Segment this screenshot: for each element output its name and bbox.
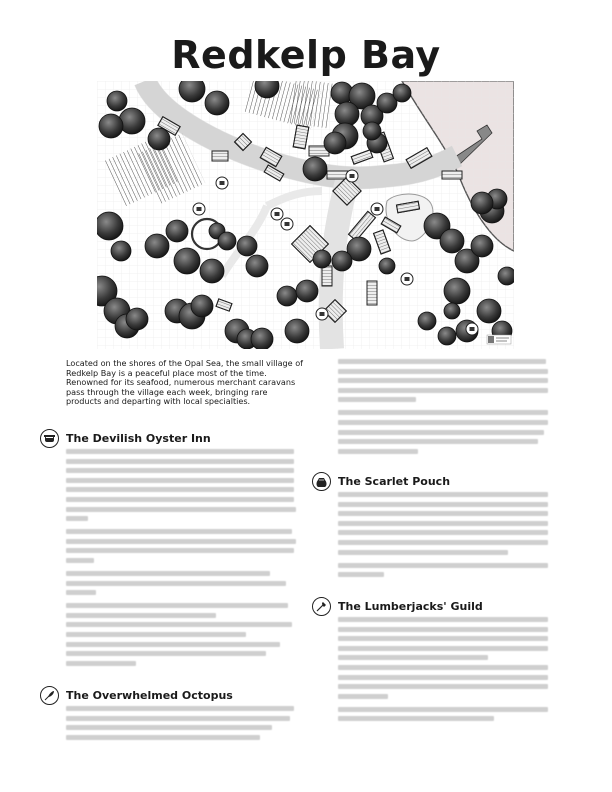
tree	[296, 280, 318, 302]
publisher-logo-icon	[487, 335, 511, 344]
axe-icon	[312, 597, 331, 616]
tree	[324, 132, 346, 154]
tree	[332, 251, 352, 271]
marker-glyph	[470, 327, 475, 331]
intro-paragraph: Located on the shores of the Opal Sea, the small village of Redkelp Bay is a peaceful place most of the time. Renowned for its seafood, numerous merchant caravans pass through the village each week, bringing rare products and departing with local specialties.	[66, 358, 304, 407]
tree	[251, 328, 273, 349]
marker-glyph	[405, 277, 410, 281]
building	[212, 151, 228, 161]
tree	[97, 212, 123, 240]
tree	[438, 327, 456, 345]
building	[367, 281, 377, 305]
tree	[444, 278, 470, 304]
village-map	[97, 81, 514, 349]
blurred-paragraph	[338, 563, 552, 578]
page-title: Redkelp Bay	[171, 33, 441, 77]
tree	[166, 220, 188, 242]
tree	[218, 232, 236, 250]
tree	[471, 192, 493, 214]
tree	[285, 319, 309, 343]
marker-glyph	[220, 181, 225, 185]
tree	[200, 259, 224, 283]
tree	[119, 108, 145, 134]
building	[322, 266, 332, 286]
tree	[111, 241, 131, 261]
blurred-paragraph	[338, 359, 552, 402]
blurred-paragraph	[66, 571, 308, 595]
blurred-paragraph	[66, 603, 308, 666]
blurred-paragraph	[338, 410, 552, 453]
tree	[303, 157, 327, 181]
tree	[444, 303, 460, 319]
tree	[471, 235, 493, 257]
blurred-paragraph	[338, 492, 552, 555]
pouch-icon	[312, 472, 331, 491]
marker-glyph	[197, 207, 202, 211]
tree	[440, 229, 464, 253]
marker-glyph	[320, 312, 325, 316]
blurred-paragraph	[338, 707, 552, 722]
section-title: The Scarlet Pouch	[338, 474, 451, 488]
blurred-paragraph	[66, 706, 308, 740]
section-overwhelmed-octopus	[40, 684, 308, 748]
crop-field	[289, 81, 335, 129]
tree	[335, 102, 359, 126]
section-continuation	[312, 359, 552, 462]
section-title: The Devilish Oyster Inn	[66, 431, 211, 445]
tree	[191, 295, 213, 317]
building	[442, 171, 462, 179]
quill-icon	[40, 686, 59, 705]
tree	[237, 236, 257, 256]
tree	[145, 234, 169, 258]
section-title: The Overwhelmed Octopus	[66, 688, 233, 702]
tree	[363, 122, 381, 140]
section-lumberjacks-guild	[312, 595, 552, 729]
tree	[418, 312, 436, 330]
tree	[174, 248, 200, 274]
tree	[246, 255, 268, 277]
tree	[313, 250, 331, 268]
tree	[393, 84, 411, 102]
tree	[126, 308, 148, 330]
tree	[148, 128, 170, 150]
marker-glyph	[350, 174, 355, 178]
marker-glyph	[285, 222, 290, 226]
tree	[99, 114, 123, 138]
blurred-paragraph	[66, 449, 308, 521]
section-title: The Lumberjacks' Guild	[338, 599, 483, 613]
tree	[277, 286, 297, 306]
tree	[107, 91, 127, 111]
tree	[379, 258, 395, 274]
blurred-paragraph	[338, 617, 552, 699]
section-devilish-oyster-inn	[40, 427, 308, 674]
tree	[498, 267, 514, 285]
tree	[205, 91, 229, 115]
blurred-paragraph	[66, 529, 308, 563]
marker-glyph	[275, 212, 280, 216]
tree	[477, 299, 501, 323]
section-scarlet-pouch	[312, 470, 552, 585]
cauldron-icon	[40, 429, 59, 448]
marker-glyph	[375, 207, 380, 211]
